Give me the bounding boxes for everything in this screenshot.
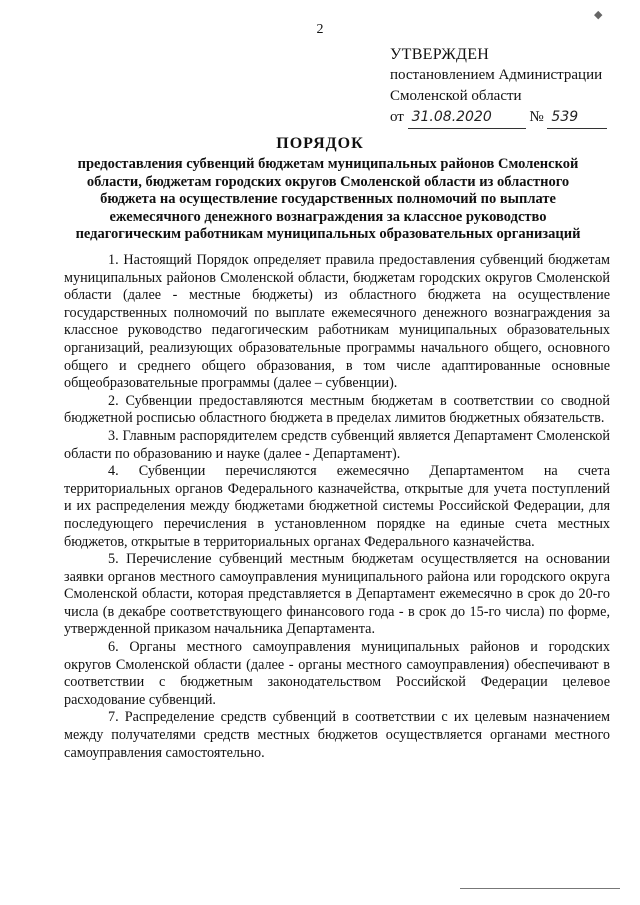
document-subtitle: предоставления субвенций бюджетам муниципальных районов Смоленской области, бюджетам городских округов Смоленской области из областного бюджета на осуществление государственных полномочий по выплате ежемесячного денежного вознаграждения за классное руководство педагогическим работникам муниципальных образовательных организаций bbox=[75, 156, 581, 242]
approval-date-number-row bbox=[390, 107, 607, 129]
approval-heading: УТВЕРЖДЕН bbox=[390, 46, 490, 63]
handwritten-number: 539 bbox=[547, 107, 607, 129]
paragraph: 2. Субвенции предоставляются местным бюджетам в соответствии со сводной бюджетной росписью областного бюджета в пределах лимитов бюджетных обязательств. bbox=[64, 392, 610, 427]
paragraph: 1. Настоящий Порядок определяет правила предоставления субвенций бюджетам муниципальных районов Смоленской области, бюджетам городских округов Смоленской области (далее - местные бюджеты) из областного бюджета на осуществление государственных полномочий по выплате ежемесячного денежного вознаграждения за классное руководство педагогическим работникам муниципальных образовательных организаций, реализующих образовательные программы начального общего, основного общего и среднего общего образования, в том числе адаптированные основные общеобразовательные программы (далее – субвенции). bbox=[64, 252, 610, 392]
paragraph: 6. Органы местного самоуправления муниципальных районов и городских округов Смоленской области (далее - органы местного самоуправления) обеспечивают в соответствии с бюджетным законодательством Российской Федерации целевое расходование субвенций. bbox=[64, 639, 610, 708]
scan-edge-line bbox=[460, 888, 620, 889]
date-prefix: от bbox=[390, 109, 404, 125]
paragraph: 3. Главным распорядителем средств субвенций является Департамент Смоленской области по образованию и науке (далее - Департамент). bbox=[64, 427, 610, 462]
document-title: ПОРЯДОК bbox=[276, 135, 364, 152]
number-prefix: № bbox=[529, 109, 544, 125]
paragraph: 4. Субвенции перечисляются ежемесячно Департаментом на счета территориальных органов Федерального казначейства, открытые для учета поступлений и их распределения между бюджетами бюджетной системы Российской Федерации, для последующего перечисления в установленном порядке на единые счета местных бюджетов, открытые в территориальных органах Федерального казначейства. bbox=[64, 463, 610, 550]
approval-block bbox=[390, 44, 607, 129]
handwritten-date: 31.08.2020 bbox=[408, 107, 526, 129]
approval-line-2: Смоленской области bbox=[390, 88, 522, 104]
approval-line-1: постановлением Администрации bbox=[390, 67, 603, 83]
page-number: 2 bbox=[316, 22, 324, 37]
paragraph: 5. Перечисление субвенций местным бюджетам осуществляется на основании заявки органов местного самоуправления муниципального района или городского округа Смоленской области, которая представляется в Департамент ежемесячно в срок до 20-го числа (в декабре соответствующего финансового года - в срок до 15-го числа) по форме, утвержденной приказом начальника Департамента. bbox=[64, 551, 610, 638]
document-body bbox=[64, 252, 610, 762]
scan-mark-icon: ◆ bbox=[594, 9, 603, 21]
paragraph: 7. Распределение средств субвенций в соответствии с их целевым назначением между получателями средств местных бюджетов осуществляется органами местного самоуправления самостоятельно. bbox=[64, 709, 610, 761]
